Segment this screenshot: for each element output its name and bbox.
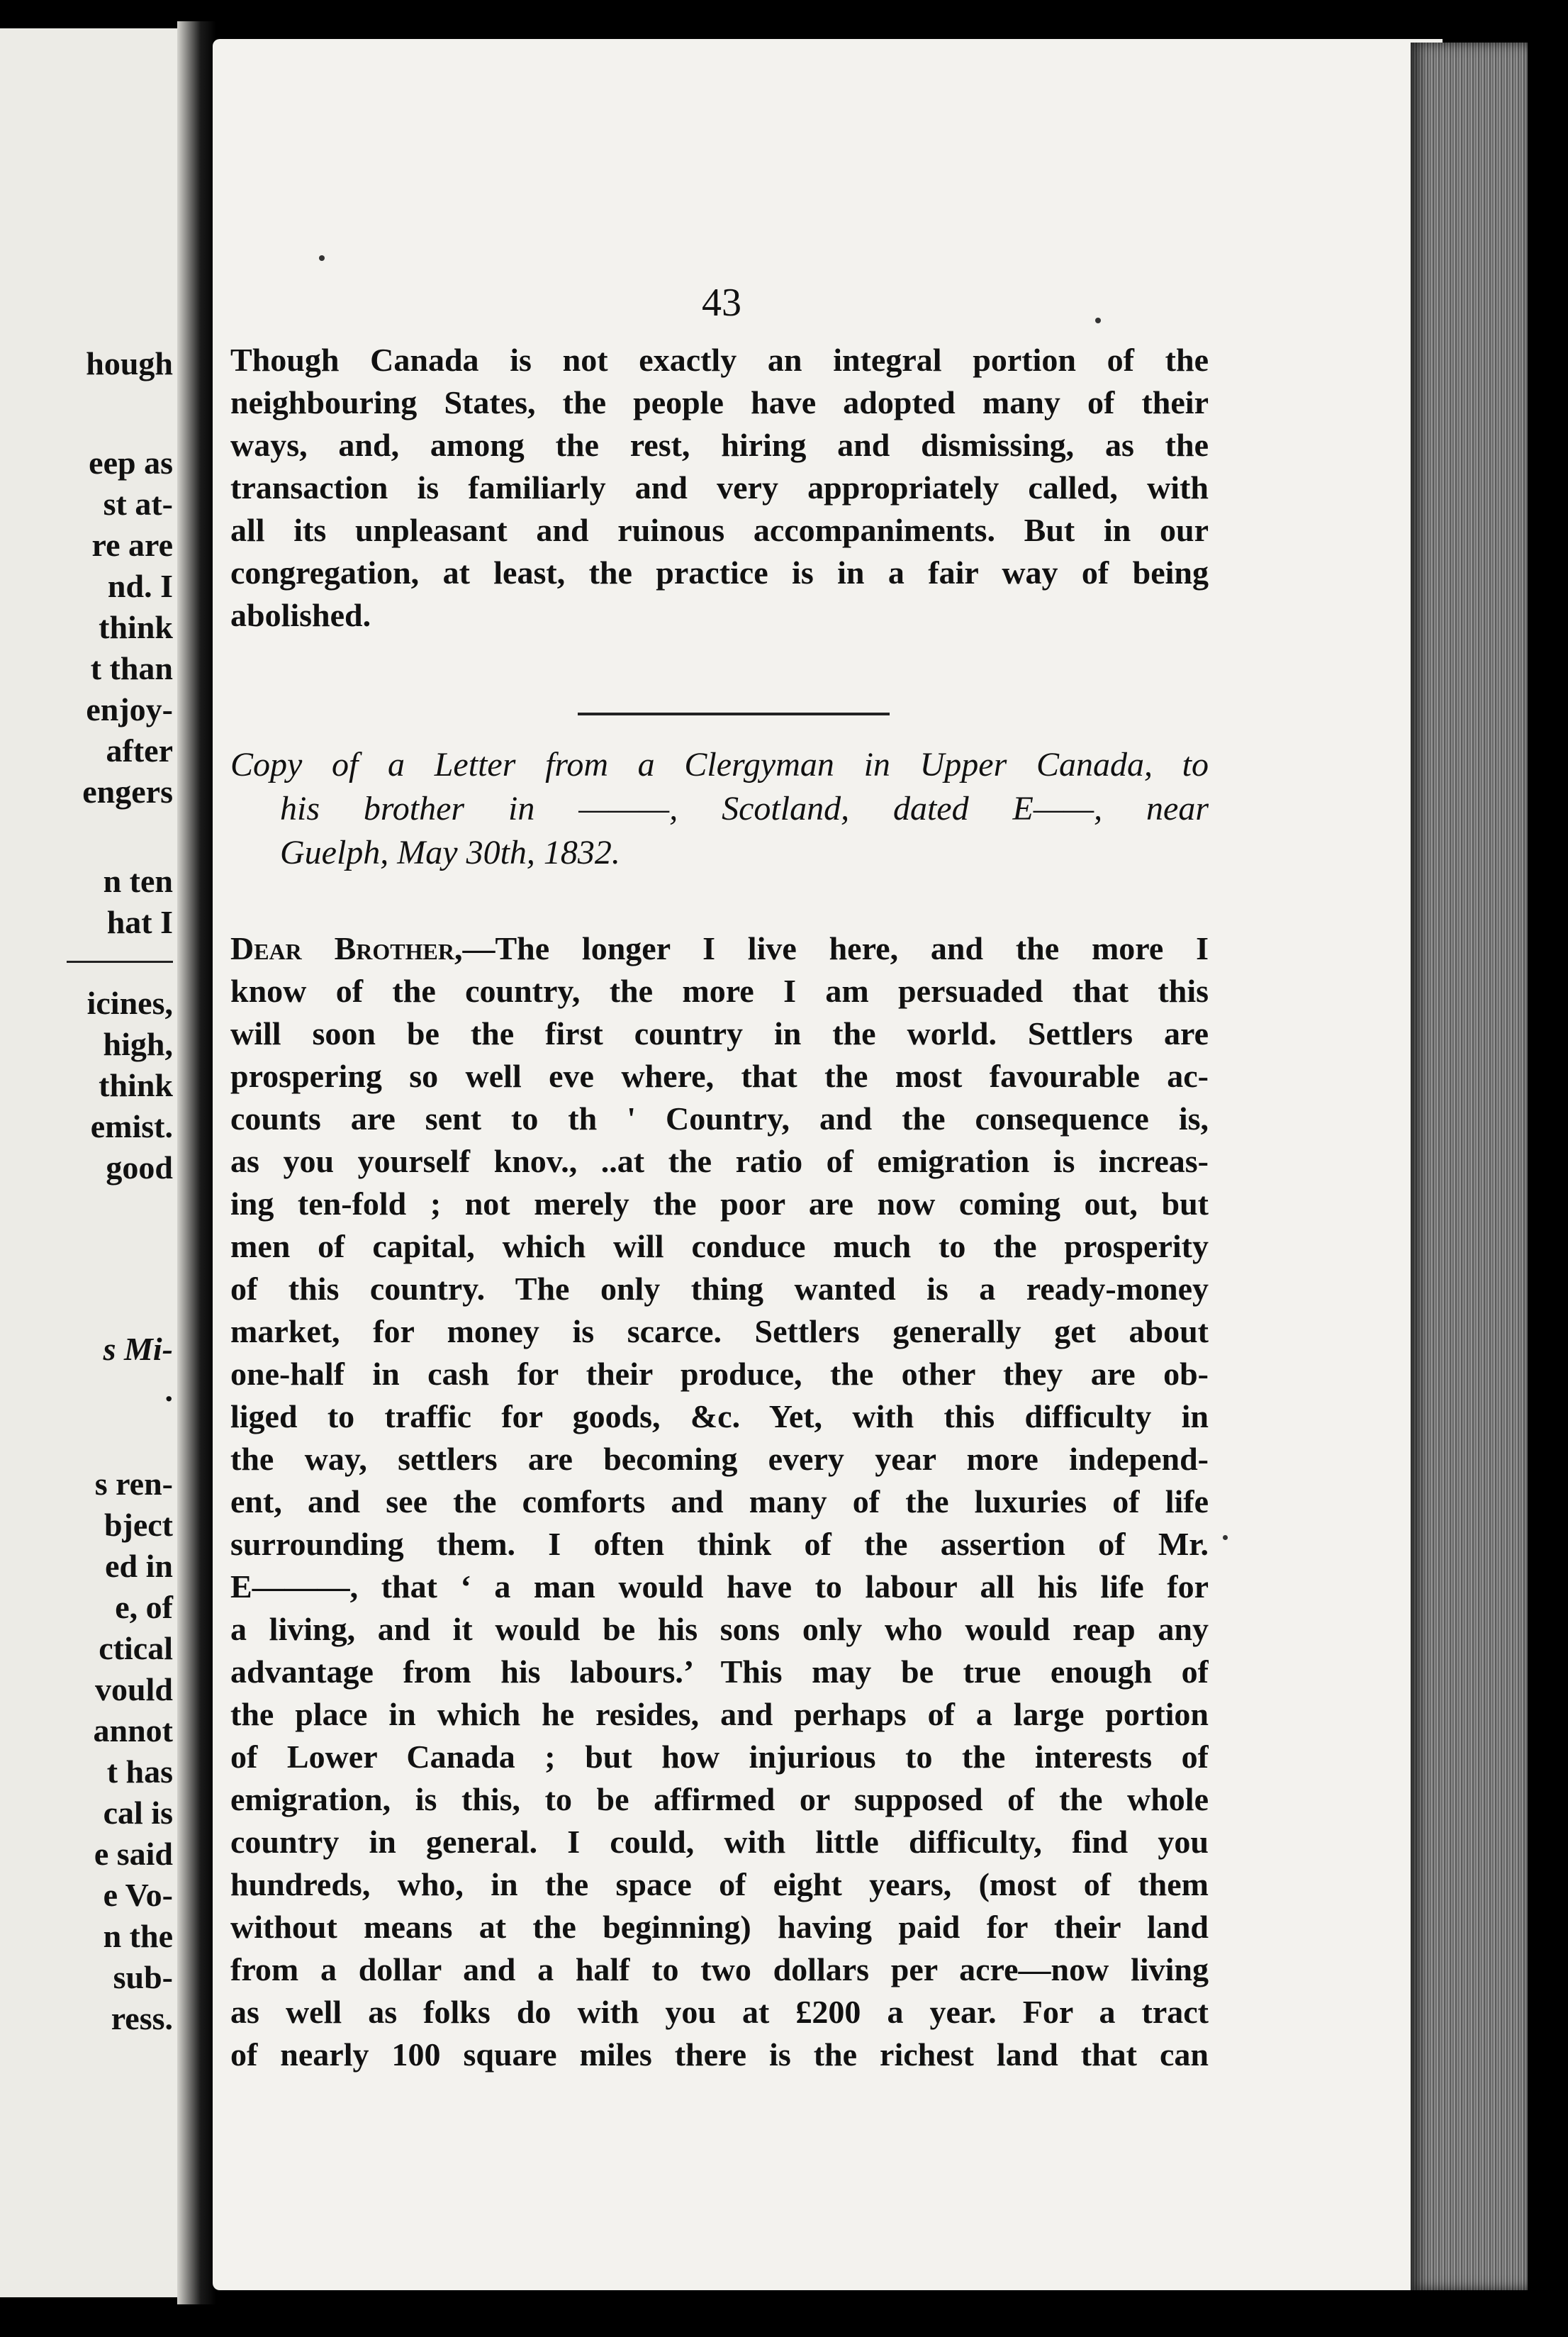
left-fragment: high, [103,1026,173,1062]
left-fragment: enjoy- [86,691,173,727]
text-line: from a dollar and a half to two dollars per acre—now living [230,1951,1209,1987]
paragraph-canada [230,339,1209,637]
left-fragment: s Mi- [103,1331,173,1367]
paper-speck [1223,1535,1228,1540]
heading-line: Guelph, May 30th, 1832. [280,834,620,871]
left-fragment: hough [86,345,173,381]
text-line: as you yourself knov., ..at the ratio of emigration is increas- [230,1143,1209,1179]
text-line: advantage from his labours.’ This may be true enough of [230,1653,1209,1690]
left-fragment: after [106,732,173,769]
salutation: Dear Brother, [230,930,463,966]
heading-line: his brother in ———, Scotland, dated E——, near [280,790,1209,827]
left-fragment: e said [94,1836,173,1872]
text-line: the place in which he resides, and perhaps of a large portion [230,1696,1209,1732]
letter-first-line [230,927,1209,970]
letter-body [230,927,1209,2076]
text-line: of this country. The only thing wanted is a ready-money [230,1271,1209,1307]
left-fragment: engers [82,774,173,810]
text-line: emigration, is this, to be affirmed or supposed of the whole [230,1781,1209,1817]
text-line: Though Canada is not exactly an integral portion of the [230,342,1209,378]
paper-speck [1095,318,1101,323]
text-line: as well as folks do with you at £200 a year. For a tract [230,1994,1209,2030]
text-line: E———, that ‘ a man would have to labour all his life for [230,1568,1209,1605]
text-line: ing ten-fold ; not merely the poor are now coming out, but [230,1186,1209,1222]
left-fragment: cal is [103,1795,173,1831]
left-fragment: e Vo- [103,1877,173,1913]
text-line: country in general. I could, with little difficulty, find you [230,1824,1209,1860]
heading-line: Copy of a Letter from a Clergyman in Upper Canada, to [230,746,1209,783]
left-fragment: st at- [103,486,173,522]
text-line: know of the country, the more I am persuaded that this [230,973,1209,1009]
text-line: counts are sent to th ' Country, and the consequence is, [230,1100,1209,1137]
text-line: the way, settlers are becoming every year more independ- [230,1441,1209,1477]
text-line: men of capital, which will conduce much to the prosperity [230,1228,1209,1264]
text-line: ent, and see the comforts and many of the luxuries of life [230,1483,1209,1519]
left-fragment: sub- [113,1959,173,1995]
left-fragment: s ren- [94,1466,173,1502]
text-line: of Lower Canada ; but how injurious to the interests of [230,1739,1209,1775]
left-fragment: t has [106,1753,173,1790]
left-fragment: icines, [86,985,173,1021]
text-line: all its unpleasant and ruinous accompaniments. But in our [230,512,1209,548]
left-fragment: good [106,1149,173,1186]
book-gutter [177,21,216,2304]
text-line: one-half in cash for their produce, the other they are ob- [230,1356,1209,1392]
left-fragment: ctical [99,1630,173,1666]
text-line: prospering so well eve where, that the most favourable ac- [230,1058,1209,1094]
text-line: market, for money is scarce. Settlers generally get about [230,1313,1209,1349]
left-fragment: bject [103,1507,173,1543]
paper-speck [319,255,325,261]
letter-heading [230,743,1209,875]
text-line: congregation, at least, the practice is in a fair way of being [230,554,1209,591]
left-fragment: re are [91,527,173,563]
text-line: abolished. [230,597,371,633]
left-fragment: t than [90,650,173,686]
text-line: liged to traffic for goods, &c. Yet, with this difficulty in [230,1398,1209,1434]
left-fragment: annot [93,1712,173,1748]
text-line: transaction is familiarly and very appropriately called, with [230,469,1209,506]
text-line: of nearly 100 square miles there is the richest land that can [230,2036,1209,2073]
left-fragment: emist. [90,1108,173,1144]
left-fragment: think [99,609,173,645]
left-fragment: vould [95,1671,173,1707]
left-fragment: think [99,1067,173,1103]
text-line: hundreds, who, in the space of eight years, (most of them [230,1866,1209,1902]
left-rule [67,961,173,963]
text-line: surrounding them. I often think of the assertion of Mr. [230,1526,1209,1562]
text-line: will soon be the first country in the world. Settlers are [230,1015,1209,1052]
left-fragment: . [164,1372,173,1408]
left-fragment: e, of [115,1589,173,1625]
first-line-text: —The longer I live here, and the more I [462,930,1209,966]
left-fragment: ress. [111,2000,173,2036]
text-line: neighbouring States, the people have adopted many of their [230,384,1209,420]
page-number: 43 [702,281,741,325]
left-fragment: n the [103,1918,173,1954]
left-fragment: nd. I [107,568,173,604]
text-line: a living, and it would be his sons only who would reap any [230,1611,1209,1647]
left-fragment: ed in [105,1548,173,1584]
section-divider [578,713,890,715]
left-fragment: eep as [89,445,173,481]
text-line: ways, and, among the rest, hiring and dismissing, as the [230,427,1209,463]
text-line: without means at the beginning) having paid for their land [230,1909,1209,1945]
book-edge [1411,43,1528,2290]
left-fragment: n ten [103,863,173,899]
left-page [0,28,191,2297]
left-fragment: hat I [106,904,173,940]
